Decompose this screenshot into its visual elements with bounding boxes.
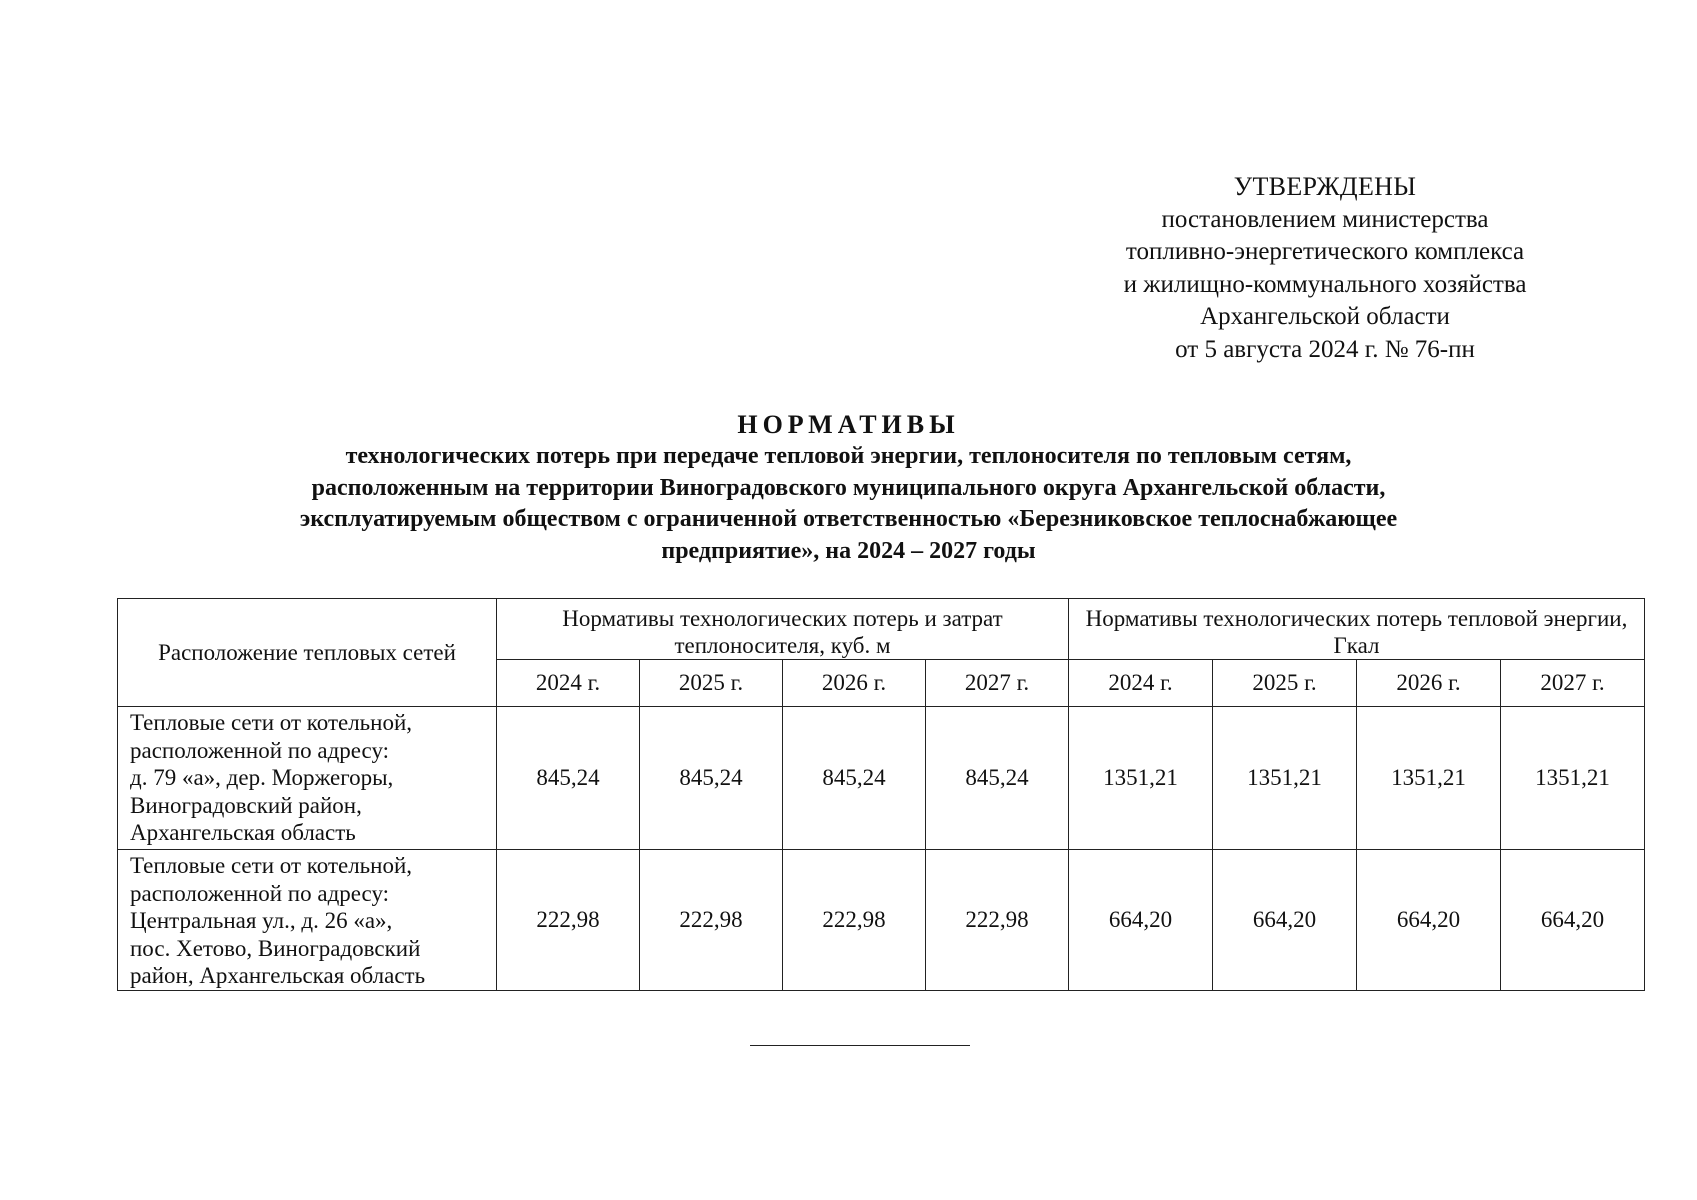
approval-date-line: от 5 августа 2024 г. № 76-пн [1175, 335, 1475, 363]
document-subtitle-line: эксплуатируемым обществом с ограниченной ответственностью «Березниковское теплоснабжающее [299, 506, 1398, 532]
header-year: 2026 г. [783, 660, 926, 707]
location-line: д. 79 «а», дер. Моржегоры, [130, 765, 394, 790]
coolant-value-cell: 845,24 [640, 707, 783, 850]
header-location: Расположение тепловых сетей [118, 599, 497, 707]
location-line: расположенной по адресу: [130, 737, 390, 763]
coolant-value-cell: 222,98 [783, 850, 926, 991]
table-row [118, 850, 1645, 991]
header-year: 2025 г. [1213, 660, 1357, 707]
document-subtitle-line: технологических потерь при передаче тепловой энергии, теплоносителя по тепловым сетям, [345, 443, 1352, 469]
location-line: Тепловые сети от котельной, [130, 853, 413, 878]
coolant-value-cell: 222,98 [926, 850, 1069, 991]
location-cell [118, 850, 497, 991]
document-heading: НОРМАТИВЫ [737, 410, 960, 439]
energy-value-cell: 664,20 [1357, 850, 1501, 991]
closing-divider [750, 1045, 970, 1046]
location-line: Центральная ул., д. 26 «а», [130, 908, 393, 933]
location-line: Тепловые сети от котельной, [130, 710, 413, 735]
energy-value-cell: 664,20 [1069, 850, 1213, 991]
energy-value-cell: 664,20 [1213, 850, 1357, 991]
coolant-value-cell: 845,24 [783, 707, 926, 850]
header-year: 2024 г. [497, 660, 640, 707]
location-cell [118, 707, 497, 850]
location-line: Архангельская область [130, 820, 356, 845]
header-year: 2027 г. [1501, 660, 1645, 707]
approval-line: и жилищно-коммунального хозяйства [1123, 270, 1527, 298]
header-year: 2026 г. [1357, 660, 1501, 707]
approval-line: постановлением министерства [1161, 205, 1489, 233]
approval-block [1075, 171, 1575, 367]
header-year: 2025 г. [640, 660, 783, 707]
approval-line: Архангельской области [1200, 303, 1450, 331]
location-line: расположенной по адресу: [130, 880, 390, 906]
coolant-value-cell: 222,98 [497, 850, 640, 991]
header-year: 2027 г. [926, 660, 1069, 707]
header-year: 2024 г. [1069, 660, 1213, 707]
approval-line: топливно-энергетического комплекса [1125, 238, 1525, 266]
table-header-row [118, 599, 1645, 660]
header-coolant-losses: Нормативы технологических потерь и затрат теплоносителя, куб. м [497, 599, 1069, 660]
document-subtitle-line: предприятие», на 2024 – 2027 годы [661, 537, 1036, 564]
location-line: Виноградовский район, [130, 792, 362, 818]
location-line: пос. Хетово, Виноградовский [130, 935, 421, 961]
energy-value-cell: 1351,21 [1357, 707, 1501, 850]
document-title [160, 409, 1537, 567]
energy-value-cell: 664,20 [1501, 850, 1645, 991]
coolant-value-cell: 222,98 [640, 850, 783, 991]
coolant-value-cell: 845,24 [926, 707, 1069, 850]
norms-table [117, 598, 1645, 991]
header-energy-losses: Нормативы технологических потерь тепловой энергии, Гкал [1069, 599, 1645, 660]
coolant-value-cell: 845,24 [497, 707, 640, 850]
location-line: район, Архангельская область [130, 963, 426, 988]
energy-value-cell: 1351,21 [1213, 707, 1357, 850]
approval-title: УТВЕРЖДЕНЫ [1233, 172, 1417, 201]
document-subtitle-line: расположенным на территории Виноградовского муниципального округа Архангельской области, [311, 474, 1386, 501]
energy-value-cell: 1351,21 [1069, 707, 1213, 850]
energy-value-cell: 1351,21 [1501, 707, 1645, 850]
table-row [118, 707, 1645, 850]
